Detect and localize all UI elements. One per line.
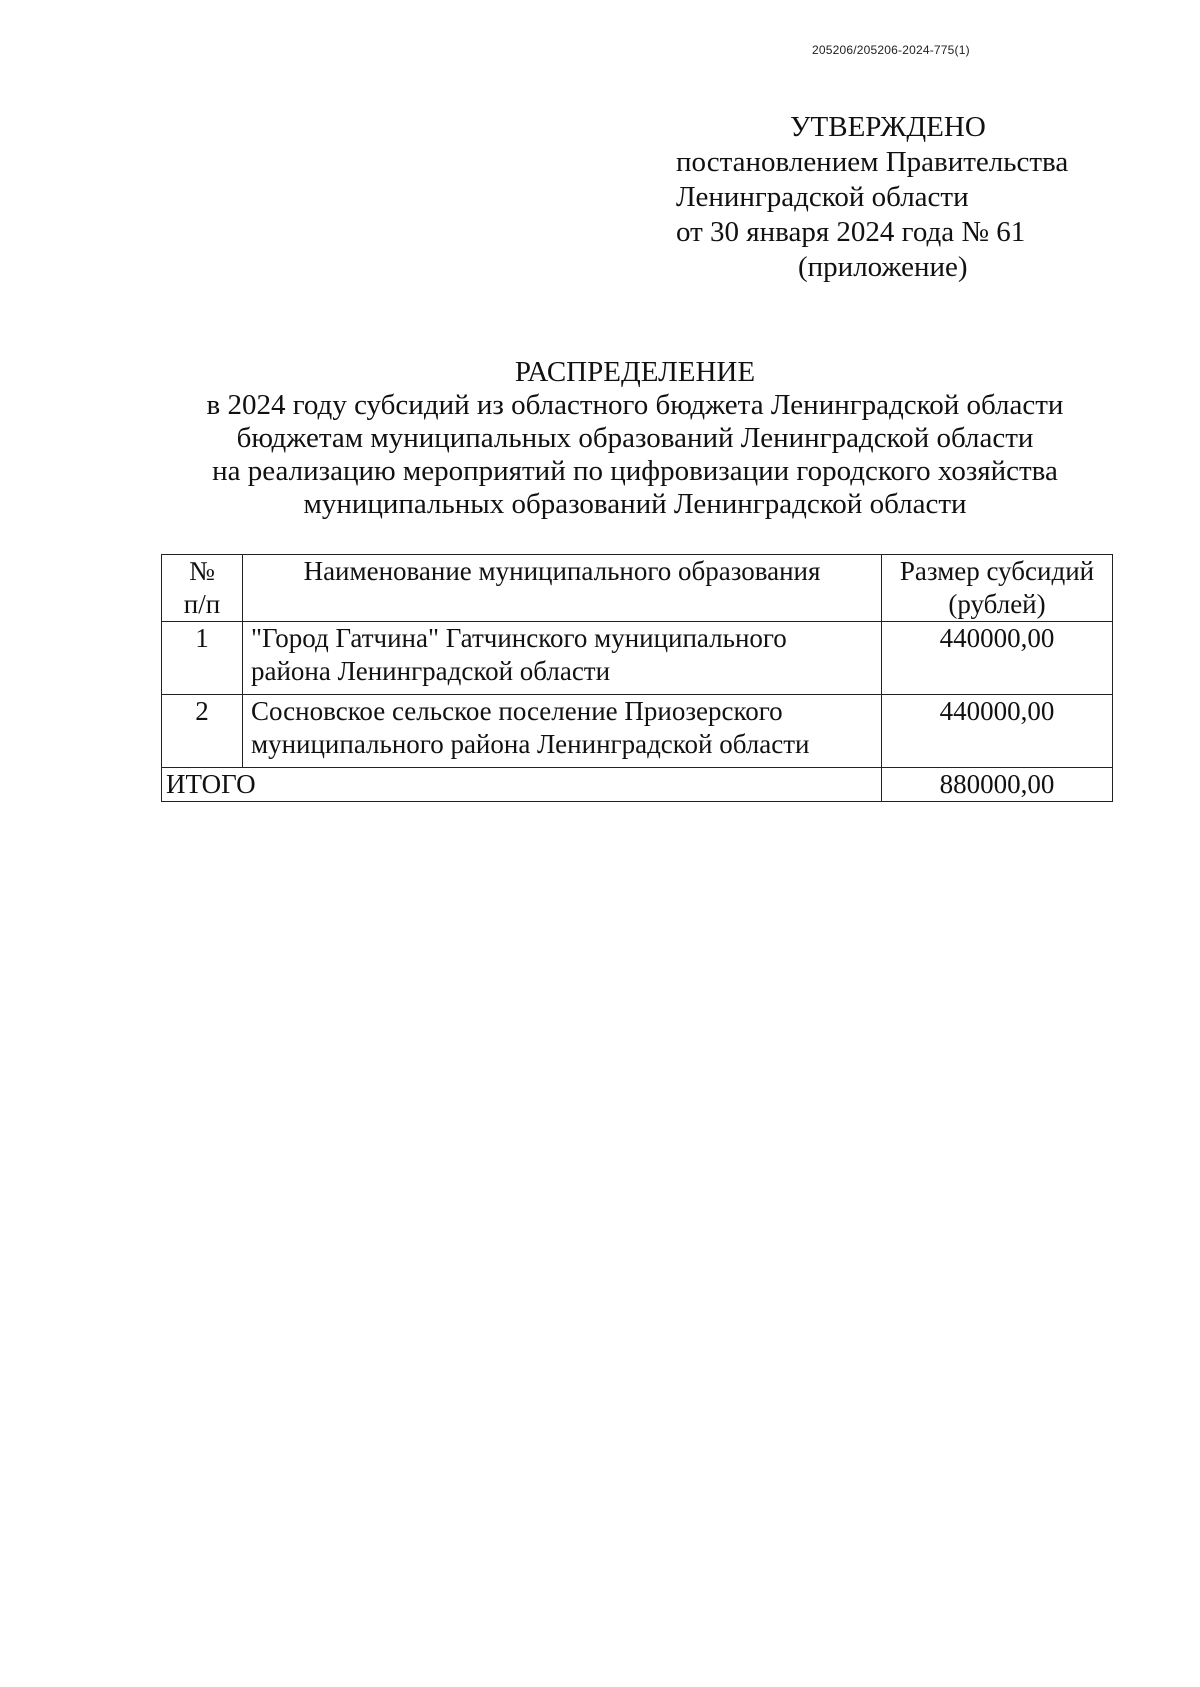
row-amount: 440000,00 (882, 695, 1113, 768)
header-number-line1: № (189, 556, 215, 586)
header-number (162, 555, 243, 622)
row-number: 1 (162, 622, 243, 695)
header-name: Наименование муниципального образования (243, 555, 882, 622)
header-amount (882, 555, 1113, 622)
title-heading: РАСПРЕДЕЛЕНИЕ (514, 356, 756, 388)
document-title (0, 356, 1200, 521)
total-label: ИТОГО (162, 768, 882, 802)
subsidy-table (161, 554, 1113, 802)
document-id: 205206/205206-2024-775(1) (812, 43, 970, 57)
approval-line: Ленинградской области (676, 181, 969, 213)
header-amount-line2: (рублей) (948, 589, 1046, 619)
row-municipality-name: "Город Гатчина" Гатчинского муниципального района Ленинградской области (243, 622, 882, 695)
title-line: на реализацию мероприятий по цифровизации городского хозяйства (212, 455, 1058, 487)
approval-stamp (676, 110, 1068, 285)
table-row (162, 695, 1113, 768)
table-row (162, 622, 1113, 695)
table-header-row (162, 555, 1113, 622)
row-number: 2 (162, 695, 243, 768)
row-amount: 440000,00 (882, 622, 1113, 695)
header-amount-line1: Размер субсидий (899, 556, 1095, 586)
approval-appendix: (приложение) (798, 251, 968, 283)
row-municipality-name: Сосновское сельское поселение Приозерского муниципального района Ленинградской области (243, 695, 882, 768)
header-number-line2: п/п (183, 589, 221, 619)
table-total-row (162, 768, 1113, 802)
total-amount: 880000,00 (882, 768, 1113, 802)
approval-line: постановлением Правительства (676, 146, 1069, 178)
approval-line: от 30 января 2024 года № 61 (676, 216, 1026, 248)
title-line: бюджетам муниципальных образований Ленинградской области (236, 422, 1034, 454)
title-line: муниципальных образований Ленинградской области (303, 488, 967, 520)
title-line: в 2024 году субсидий из областного бюджета Ленинградской области (206, 389, 1064, 421)
approval-heading: УТВЕРЖДЕНО (790, 111, 986, 143)
